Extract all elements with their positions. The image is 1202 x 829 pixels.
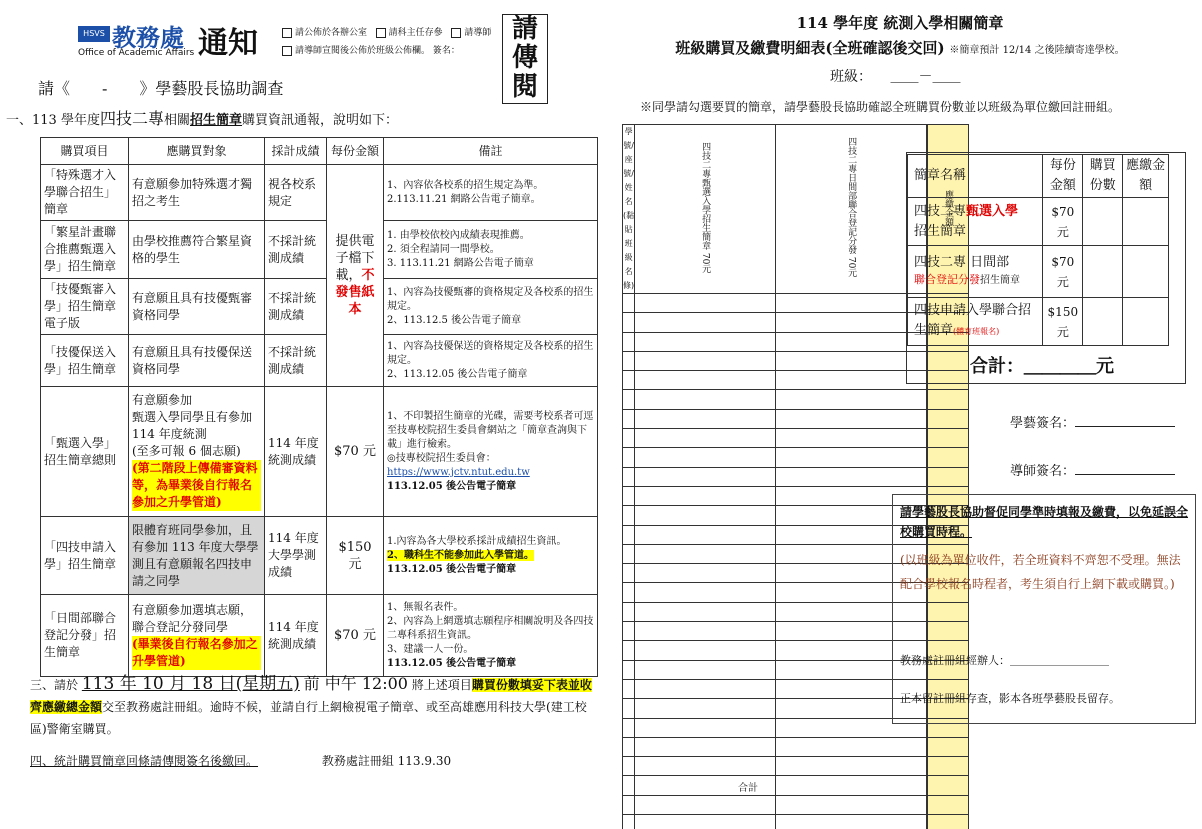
brochure-name: 四技二專甄選入學 招生簡章 — [908, 198, 1043, 246]
item-name: 「甄選入學」招生簡章總則 — [41, 387, 129, 517]
quantity-input[interactable] — [1083, 298, 1123, 346]
roster-cell[interactable] — [623, 506, 635, 525]
roster-cell[interactable] — [776, 294, 927, 313]
roster-cell[interactable] — [635, 699, 776, 718]
roster-row[interactable] — [623, 409, 969, 428]
roster-cell[interactable] — [776, 795, 927, 814]
office-logo — [78, 18, 195, 60]
checkbox[interactable] — [282, 46, 292, 56]
roster-row[interactable] — [623, 390, 969, 409]
notes: 1.內容為各大學校系採計成績招生資訊。 2、職科生不能參加此入學管道。 113.12.05 後公告電子簡章 — [384, 517, 598, 595]
stamp-char: 閱 — [511, 72, 538, 102]
section4-return: 四、統計購買簡章回條請傳閱簽名後繳回。 教務處註冊組 113.9.30 — [30, 754, 452, 768]
score: 不採計統測成績 — [265, 221, 327, 279]
roster-row[interactable] — [623, 757, 969, 776]
amount-input[interactable] — [1123, 298, 1169, 346]
logo-subtitle: Office of Academic Affairs — [78, 48, 195, 58]
column-header: 應繳金額 — [1123, 155, 1169, 198]
roster-cell[interactable] — [623, 718, 635, 737]
score: 不採計統測成績 — [265, 279, 327, 335]
notes: 1、無報名表件。 2、內容為上網選填志願程序相關說明及各四技二專科系招生資訊。 3、建議一人一份。 113.12.05 後公告電子簡章 — [384, 595, 598, 677]
roster-cell[interactable] — [635, 332, 776, 351]
unit-price: $70 元 — [1043, 198, 1083, 246]
roster-cell[interactable] — [635, 429, 776, 448]
roster-cell[interactable] — [623, 409, 635, 428]
column-header: 應購買對象 — [129, 138, 265, 165]
target: 限體育班同學參加，且有參加 113 年度大學學測且有意願報名四技申請之同學 — [129, 517, 265, 595]
roster-cell[interactable] — [623, 294, 635, 313]
roster-cell[interactable] — [623, 699, 635, 718]
roster-cell[interactable] — [635, 448, 776, 467]
footer-note: 正本留註冊組存查，影本各班學藝股長留存。 — [900, 692, 1120, 705]
roster-cell[interactable] — [623, 486, 635, 505]
roster-cell[interactable] — [928, 795, 969, 814]
checkbox[interactable] — [282, 28, 292, 38]
price: $150 元 — [327, 517, 384, 595]
price-table — [907, 154, 1169, 346]
roster-cell[interactable] — [635, 583, 776, 602]
column-header: 簡章名稱 — [908, 155, 1043, 198]
roster-cell[interactable] — [635, 371, 776, 390]
roster-cell[interactable] — [635, 795, 776, 814]
logo-mark: HSVS — [78, 26, 110, 42]
checkbox-label: 請導師宣閱後公佈於班級公佈欄。 簽名： — [295, 46, 460, 56]
checkbox-label: 請公佈於各辦公室 — [295, 28, 368, 38]
checkbox[interactable] — [451, 28, 461, 38]
notes: 1、不印製招生簡章的光碟，需要考校系者可逕至技專校院招生委員會網站之「簡章查詢與下載」進行檢索。 ◎技專校院招生委員會： https://www.jctv.ntut.edu.tw 113.12.05 後公告電子簡章 — [384, 387, 598, 517]
column-header: 每份金額 — [327, 138, 384, 165]
section1-heading: 一、113 學年度四技二專相關招生簡章購買資訊通報，說明如下： — [6, 109, 399, 128]
notes: 1、內容為技優保送的資格規定及各校系的招生規定。 2、113.12.05 後公告電子簡章 — [384, 335, 598, 387]
roster-cell[interactable] — [635, 351, 776, 370]
unit-price: $150 元 — [1043, 298, 1083, 346]
roster-cell[interactable] — [623, 313, 635, 332]
roster-cell[interactable] — [623, 776, 635, 795]
roster-cell[interactable] — [928, 409, 969, 428]
roster-cell[interactable] — [635, 313, 776, 332]
target: 有意願參加選填志願，聯合登記分發同學 (畢業後自行報名參加之升學管道) — [129, 595, 265, 677]
roster-cell[interactable] — [623, 815, 635, 829]
price-cell: 提供電子檔下載，不發售紙本 — [327, 165, 384, 387]
roster-cell[interactable] — [623, 390, 635, 409]
item-name: 「技優保送入學」招生簡章 — [41, 335, 129, 387]
item-name: 「日間部聯合登記分發」招生簡章 — [41, 595, 129, 677]
roster-cell[interactable] — [928, 776, 969, 795]
score: 114 年度大學學測成績 — [265, 517, 327, 595]
student-header: 學號/座號/姓名 (黏貼班級名條) — [623, 125, 635, 294]
target: 有意願且具有技優保送資格同學 — [129, 335, 265, 387]
item-name: 「繁星計畫聯合推薦甄選入學」招生簡章 — [41, 221, 129, 279]
roster-cell[interactable] — [635, 815, 776, 829]
roster-cell[interactable] — [623, 622, 635, 641]
target: 有意願參加 甄選入學同學且有參加 114 年度統測 (至多可報 6 個志願) (第二階段上傳備審資料等，為畢業後自行報名參加之升學管道) — [129, 387, 265, 517]
score: 114 年度統測成績 — [265, 387, 327, 517]
roster-cell[interactable] — [623, 525, 635, 544]
roster-cell[interactable] — [635, 506, 776, 525]
roster-cell[interactable] — [776, 332, 927, 351]
roster-cell[interactable] — [623, 467, 635, 486]
table-row — [41, 517, 598, 595]
notes: 1. 由學校依校內成績表現推薦。 2. 須全程請同一間學校。 3. 113.11.21 網路公告電子簡章 — [384, 221, 598, 279]
checkbox-label: 請科主任存參 — [388, 28, 443, 38]
circulate-stamp — [502, 14, 548, 104]
table-row — [41, 387, 598, 517]
notice-title: 通知 — [198, 26, 258, 61]
roster-cell[interactable] — [623, 737, 635, 756]
handler-field: 教務處註冊組經辦人：＿＿＿＿＿＿＿＿＿ — [900, 654, 1109, 667]
amount-input[interactable] — [1123, 246, 1169, 298]
roster-cell[interactable] — [635, 294, 776, 313]
roster-cell[interactable] — [776, 371, 927, 390]
roster-row[interactable] — [623, 467, 969, 486]
roster-cell[interactable] — [635, 486, 776, 505]
table-row — [41, 221, 598, 279]
price-row — [908, 198, 1169, 246]
brochure-name: 四技申請入學聯合招生簡章(體育班報名) — [908, 298, 1043, 346]
target: 有意願且具有技優甄審資格同學 — [129, 279, 265, 335]
roster-cell[interactable] — [928, 757, 969, 776]
notes: 1、內容為技優甄審的資格規定及各校系的招生規定。 2、113.12.5 後公告電子簡章 — [384, 279, 598, 335]
roster-cell[interactable] — [623, 679, 635, 698]
roster-cell[interactable] — [635, 544, 776, 563]
roster-cell[interactable] — [623, 602, 635, 621]
roster-cell[interactable] — [635, 718, 776, 737]
roster-cell[interactable] — [623, 757, 635, 776]
unit-price: $70 元 — [1043, 246, 1083, 298]
brochure-name: 四技二專 日間部 聯合登記分發招生簡章 — [908, 246, 1043, 298]
price: $70 元 — [327, 595, 384, 677]
table-row — [41, 595, 598, 677]
roster-cell[interactable] — [635, 409, 776, 428]
roster-cell[interactable] — [635, 679, 776, 698]
class-field: 班級： ＿＿－＿＿ — [830, 69, 961, 85]
stamp-char: 請 — [511, 14, 538, 44]
roster-row[interactable] — [623, 429, 969, 448]
roster-cell[interactable] — [635, 737, 776, 756]
roster-cell[interactable] — [776, 757, 927, 776]
quantity-input[interactable] — [1083, 198, 1123, 246]
roster-cell[interactable] — [623, 660, 635, 679]
grand-total: 合計：＿＿＿＿元 — [970, 356, 1114, 377]
score: 視各校系規定 — [265, 165, 327, 221]
roster-cell[interactable] — [635, 564, 776, 583]
roster-cell[interactable] — [776, 448, 927, 467]
price: $70 元 — [327, 387, 384, 517]
roster-cell[interactable] — [623, 641, 635, 660]
roster-total-label: 合計 — [738, 783, 758, 794]
column-header: 應繳金額 — [928, 125, 969, 294]
roster-cell[interactable] — [776, 429, 927, 448]
column-header: 購買份數 — [1083, 155, 1123, 198]
score: 不採計統測成績 — [265, 335, 327, 387]
column-header: 採計成績 — [265, 138, 327, 165]
roster-cell[interactable] — [928, 737, 969, 756]
roster-row[interactable] — [623, 737, 969, 756]
roster-cell[interactable] — [776, 815, 927, 829]
purchase-info-table — [40, 137, 598, 677]
roster-cell[interactable] — [928, 429, 969, 448]
roster-row[interactable] — [623, 795, 969, 814]
target: 有意願參加特殊選才獨招之考生 — [129, 165, 265, 221]
checkbox[interactable] — [376, 28, 386, 38]
column-header: 備註 — [384, 138, 598, 165]
table-row — [41, 165, 598, 221]
roster-cell[interactable] — [776, 313, 927, 332]
roster-cell[interactable] — [928, 815, 969, 829]
roster-cell[interactable] — [635, 757, 776, 776]
roster-cell[interactable] — [623, 351, 635, 370]
roster-cell[interactable] — [928, 448, 969, 467]
table-row — [41, 279, 598, 335]
roster-cell[interactable] — [635, 525, 776, 544]
roster-cell[interactable] — [776, 409, 927, 428]
item-name: 「技優甄審入學」招生簡章電子版 — [41, 279, 129, 335]
brown-reminder: (以班級為單位收件，若全班資料不齊恕不受理。無法配合學校報名時程者，考生須自行上網下載或購買。) — [900, 553, 1181, 591]
roster-cell[interactable] — [623, 544, 635, 563]
teacher-signature[interactable]: 導師簽名： — [1010, 460, 1175, 479]
roster-cell[interactable] — [928, 467, 969, 486]
class-input[interactable]: ＿＿－＿＿ — [890, 69, 961, 85]
column-header: 四技二專日間部聯合登記分發 70元 — [776, 125, 927, 294]
table-row — [41, 335, 598, 387]
column-header: 四技二專甄選入學招生簡章 70元 — [635, 125, 776, 294]
roster-cell[interactable] — [776, 390, 927, 409]
notes: 1、內容依各校系的招生規定為準。 2.113.11.21 網路公告電子簡章。 — [384, 165, 598, 221]
roster-row[interactable] — [623, 815, 969, 829]
roster-cell[interactable] — [635, 660, 776, 679]
form-title: 114 學年度 統測入學相關簡章 班級購買及繳費明細表(全班確認後交回) ※簡章預計 12/14 之後陸續寄達學校。 — [675, 14, 1125, 57]
roster-cell[interactable] — [623, 448, 635, 467]
roster-cell[interactable] — [776, 737, 927, 756]
amount-input[interactable] — [1123, 198, 1169, 246]
bold-reminder: 請學藝股長協助督促同學準時填報及繳費，以免延誤全校購買時程。 — [900, 505, 1189, 539]
score: 114 年度統測成績 — [265, 595, 327, 677]
price-row — [908, 246, 1169, 298]
target: 由學校推薦符合繁星資格的學生 — [129, 221, 265, 279]
price-row — [908, 298, 1169, 346]
table-header-row — [41, 138, 598, 165]
roster-cell[interactable] — [776, 351, 927, 370]
roster-cell[interactable] — [623, 795, 635, 814]
quantity-input[interactable] — [1083, 246, 1123, 298]
roster-cell[interactable] — [635, 467, 776, 486]
item-name: 「四技申請入學」招生簡章 — [41, 517, 129, 595]
roster-cell[interactable] — [776, 467, 927, 486]
column-header: 每份金額 — [1043, 155, 1083, 198]
roster-cell[interactable] — [623, 371, 635, 390]
distribution-checkboxes — [282, 24, 512, 60]
logo-title: 教務處 — [112, 23, 184, 52]
roster-row[interactable] — [623, 448, 969, 467]
jctv-link[interactable]: https://www.jctv.ntut.edu.tw — [387, 466, 530, 478]
roster-row[interactable] — [623, 776, 969, 795]
checkbox-label: 請導師 — [464, 28, 492, 38]
roster-cell[interactable] — [635, 390, 776, 409]
roster-cell[interactable] — [623, 564, 635, 583]
price-header-row — [908, 155, 1169, 198]
roster-cell[interactable] — [623, 583, 635, 602]
roster-cell[interactable] — [623, 429, 635, 448]
roster-cell[interactable] — [928, 390, 969, 409]
roster-cell[interactable] — [635, 622, 776, 641]
arts-leader-signature[interactable]: 學藝簽名： — [1010, 412, 1175, 431]
stamp-char: 傳 — [511, 43, 538, 73]
item-name: 「特殊選才入學聯合招生」簡章 — [41, 165, 129, 221]
instruction: ※同學請勾選要買的簡章，請學藝股長協助確認全班購買份數並以班級為單位繳回註冊組。 — [640, 100, 1121, 114]
roster-cell[interactable] — [623, 332, 635, 351]
greeting: 請《 - 》學藝股長協助調查 — [38, 79, 284, 98]
roster-cell[interactable] — [635, 641, 776, 660]
roster-cell[interactable] — [635, 602, 776, 621]
column-header: 購買項目 — [41, 138, 129, 165]
section3-deadline: 三、請於 113 年 10 月 18 日(星期五) 前 中午 12:00 將上述項目購買份數填妥下表並收齊應繳總金額交至教務處註冊組。逾時不候，並請自行上網檢視電子簡章、或至高雄應用科技大學(建工校區)警衛室購買。 — [30, 674, 592, 736]
roster-cell[interactable] — [776, 776, 927, 795]
